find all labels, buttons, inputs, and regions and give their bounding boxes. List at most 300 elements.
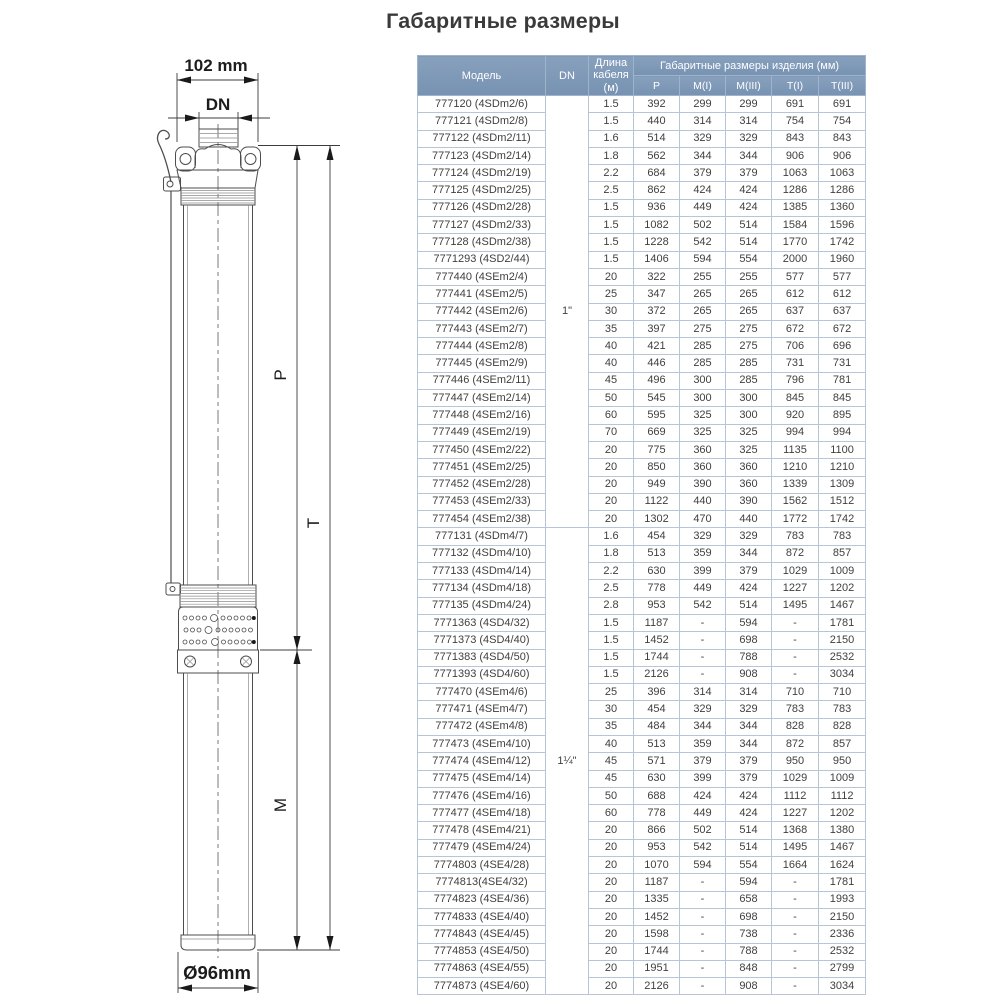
table-cell: 1.5 bbox=[589, 251, 634, 268]
table-row bbox=[418, 459, 866, 476]
table-cell: 775 bbox=[634, 441, 680, 458]
model-cell: 7771363 (4SD4/32) bbox=[418, 614, 546, 631]
table-cell: 843 bbox=[819, 130, 866, 147]
table-cell: 502 bbox=[680, 217, 726, 234]
model-cell: 7771393 (4SD4/60) bbox=[418, 666, 546, 683]
table-cell: 562 bbox=[634, 147, 680, 164]
dim-label-p: P bbox=[271, 369, 290, 381]
table-cell: 906 bbox=[819, 147, 866, 164]
table-cell: 50 bbox=[589, 390, 634, 407]
table-row bbox=[418, 926, 866, 943]
table-cell: 514 bbox=[634, 130, 680, 147]
model-cell: 777473 (4SEm4/10) bbox=[418, 735, 546, 752]
table-row bbox=[418, 822, 866, 839]
table-cell: 1495 bbox=[772, 597, 819, 614]
table-row bbox=[418, 493, 866, 510]
table-cell: 1495 bbox=[772, 839, 819, 856]
table-cell: 255 bbox=[726, 268, 772, 285]
model-cell: 777133 (4SDm4/14) bbox=[418, 563, 546, 580]
table-cell: 1112 bbox=[772, 787, 819, 804]
table-cell: 314 bbox=[680, 684, 726, 701]
table-cell: 594 bbox=[726, 614, 772, 631]
table-row bbox=[418, 666, 866, 683]
table-row bbox=[418, 182, 866, 199]
model-cell: 777440 (4SEm2/4) bbox=[418, 268, 546, 285]
table-row bbox=[418, 874, 866, 891]
table-cell: 612 bbox=[819, 286, 866, 303]
table-row bbox=[418, 718, 866, 735]
table-cell: 344 bbox=[726, 147, 772, 164]
table-cell: 20 bbox=[589, 926, 634, 943]
model-cell: 7774823 (4SE4/36) bbox=[418, 891, 546, 908]
table-cell: 1.5 bbox=[589, 199, 634, 216]
model-cell: 777472 (4SEm4/8) bbox=[418, 718, 546, 735]
table-row bbox=[418, 407, 866, 424]
table-cell: 347 bbox=[634, 286, 680, 303]
table-cell: 513 bbox=[634, 735, 680, 752]
table-cell: 1.5 bbox=[589, 96, 634, 113]
table-cell: 360 bbox=[680, 459, 726, 476]
table-cell: 45 bbox=[589, 753, 634, 770]
table-cell: 514 bbox=[726, 839, 772, 856]
model-cell: 777451 (4SEm2/25) bbox=[418, 459, 546, 476]
model-cell: 777127 (4SDm2/33) bbox=[418, 217, 546, 234]
table-cell: 20 bbox=[589, 857, 634, 874]
table-cell: 50 bbox=[589, 787, 634, 804]
cable-hook bbox=[158, 130, 171, 182]
table-row bbox=[418, 805, 866, 822]
table-cell: 571 bbox=[634, 753, 680, 770]
table-row bbox=[418, 597, 866, 614]
table-cell: 470 bbox=[680, 511, 726, 528]
table-cell: 449 bbox=[680, 580, 726, 597]
table-row bbox=[418, 528, 866, 545]
table-cell: 1380 bbox=[819, 822, 866, 839]
table-cell: 1.6 bbox=[589, 130, 634, 147]
table-cell: 514 bbox=[726, 234, 772, 251]
table-cell: 2150 bbox=[819, 632, 866, 649]
model-cell: 7771293 (4SD2/44) bbox=[418, 251, 546, 268]
table-cell: 514 bbox=[726, 597, 772, 614]
table-cell: 1009 bbox=[819, 563, 866, 580]
table-row bbox=[418, 857, 866, 874]
table-cell: 1744 bbox=[634, 943, 680, 960]
table-cell: 2150 bbox=[819, 908, 866, 925]
table-cell: 329 bbox=[680, 528, 726, 545]
table-cell: 325 bbox=[680, 407, 726, 424]
dimensions-table bbox=[417, 55, 866, 995]
table-cell: 731 bbox=[819, 355, 866, 372]
table-row bbox=[418, 338, 866, 355]
col-header-dimensions: Габаритные размеры изделия (мм) bbox=[634, 56, 866, 76]
col-header-t3: T(III) bbox=[819, 76, 866, 96]
table-cell: 577 bbox=[819, 268, 866, 285]
model-cell: 7774863 (4SE4/55) bbox=[418, 960, 546, 977]
table-row bbox=[418, 96, 866, 113]
table-cell: 344 bbox=[680, 718, 726, 735]
table-cell: 862 bbox=[634, 182, 680, 199]
table-cell: 1202 bbox=[819, 580, 866, 597]
table-cell: 1029 bbox=[772, 563, 819, 580]
table-cell: 454 bbox=[634, 701, 680, 718]
table-cell: 731 bbox=[772, 355, 819, 372]
table-cell: 325 bbox=[680, 424, 726, 441]
table-cell: 1452 bbox=[634, 908, 680, 925]
table-row bbox=[418, 978, 866, 995]
table-cell: 20 bbox=[589, 839, 634, 856]
col-header-t1: T(I) bbox=[772, 76, 819, 96]
table-cell: 1406 bbox=[634, 251, 680, 268]
model-cell: 777128 (4SDm2/38) bbox=[418, 234, 546, 251]
table-row bbox=[418, 770, 866, 787]
model-cell: 777452 (4SEm2/28) bbox=[418, 476, 546, 493]
table-row bbox=[418, 424, 866, 441]
table-cell: 35 bbox=[589, 320, 634, 337]
table-cell: 20 bbox=[589, 822, 634, 839]
table-cell: 594 bbox=[680, 857, 726, 874]
table-cell: 265 bbox=[726, 303, 772, 320]
table-cell: 845 bbox=[819, 390, 866, 407]
table-cell: 25 bbox=[589, 286, 634, 303]
table-cell: 344 bbox=[726, 735, 772, 752]
table-cell: 1.8 bbox=[589, 147, 634, 164]
table-cell: 554 bbox=[726, 251, 772, 268]
table-row bbox=[418, 303, 866, 320]
table-cell: 691 bbox=[772, 96, 819, 113]
table-cell: 1227 bbox=[772, 805, 819, 822]
table-cell: 1286 bbox=[819, 182, 866, 199]
table-cell: 399 bbox=[680, 770, 726, 787]
table-cell: 1100 bbox=[819, 441, 866, 458]
dim-label-t: T bbox=[304, 517, 323, 529]
table-cell: 828 bbox=[819, 718, 866, 735]
table-cell: 1202 bbox=[819, 805, 866, 822]
table-cell: 255 bbox=[680, 268, 726, 285]
table-cell: 1742 bbox=[819, 234, 866, 251]
table-cell: 285 bbox=[726, 355, 772, 372]
table-cell: 45 bbox=[589, 770, 634, 787]
table-cell: 1.5 bbox=[589, 632, 634, 649]
table-cell: 936 bbox=[634, 199, 680, 216]
table-cell: 542 bbox=[680, 597, 726, 614]
table-cell: 329 bbox=[680, 130, 726, 147]
table-cell: 484 bbox=[634, 718, 680, 735]
col-header-m3: M(III) bbox=[726, 76, 772, 96]
table-cell: 1335 bbox=[634, 891, 680, 908]
dn-cell: 1¼" bbox=[546, 528, 589, 995]
table-row bbox=[418, 943, 866, 960]
table-cell: - bbox=[772, 614, 819, 631]
model-cell: 777125 (4SDm2/25) bbox=[418, 182, 546, 199]
table-cell: 379 bbox=[680, 165, 726, 182]
table-cell: 502 bbox=[680, 822, 726, 839]
dim-label-diameter: Ø96mm bbox=[183, 962, 251, 983]
table-cell: 20 bbox=[589, 960, 634, 977]
table-cell: 390 bbox=[726, 493, 772, 510]
table-row bbox=[418, 355, 866, 372]
table-cell: 1210 bbox=[772, 459, 819, 476]
table-cell: 379 bbox=[726, 770, 772, 787]
model-cell: 777476 (4SEm4/16) bbox=[418, 787, 546, 804]
pump-diagram bbox=[0, 0, 420, 1000]
model-cell: 777471 (4SEm4/7) bbox=[418, 701, 546, 718]
table-cell: 1309 bbox=[819, 476, 866, 493]
table-cell: - bbox=[680, 908, 726, 925]
table-cell: 3034 bbox=[819, 978, 866, 995]
table-cell: - bbox=[680, 666, 726, 683]
table-cell: 828 bbox=[772, 718, 819, 735]
table-cell: 2126 bbox=[634, 666, 680, 683]
table-cell: 754 bbox=[819, 113, 866, 130]
table-cell: 424 bbox=[726, 580, 772, 597]
table-row bbox=[418, 390, 866, 407]
table-cell: 30 bbox=[589, 303, 634, 320]
table-cell: 359 bbox=[680, 735, 726, 752]
table-row bbox=[418, 511, 866, 528]
table-row bbox=[418, 286, 866, 303]
table-cell: 40 bbox=[589, 355, 634, 372]
table-cell: 1512 bbox=[819, 493, 866, 510]
table-cell: 70 bbox=[589, 424, 634, 441]
table-cell: 1.8 bbox=[589, 545, 634, 562]
table-row bbox=[418, 545, 866, 562]
table-cell: 2532 bbox=[819, 943, 866, 960]
table-cell: 949 bbox=[634, 476, 680, 493]
table-cell: 424 bbox=[680, 182, 726, 199]
table-cell: 781 bbox=[819, 372, 866, 389]
table-cell: 906 bbox=[772, 147, 819, 164]
table-cell: 1228 bbox=[634, 234, 680, 251]
table-cell: 1385 bbox=[772, 199, 819, 216]
model-cell: 777448 (4SEm2/16) bbox=[418, 407, 546, 424]
table-cell: 2336 bbox=[819, 926, 866, 943]
table-cell: 20 bbox=[589, 943, 634, 960]
table-cell: 299 bbox=[680, 96, 726, 113]
table-cell: - bbox=[680, 891, 726, 908]
table-cell: 895 bbox=[819, 407, 866, 424]
table-cell: 285 bbox=[680, 338, 726, 355]
table-cell: 1598 bbox=[634, 926, 680, 943]
model-cell: 777470 (4SEm4/6) bbox=[418, 684, 546, 701]
table-cell: 612 bbox=[772, 286, 819, 303]
table-cell: 20 bbox=[589, 891, 634, 908]
table-cell: 630 bbox=[634, 563, 680, 580]
table-cell: 344 bbox=[680, 147, 726, 164]
dim-label-dn: DN bbox=[205, 95, 231, 114]
table-cell: 754 bbox=[772, 113, 819, 130]
table-cell: 40 bbox=[589, 735, 634, 752]
table-cell: 545 bbox=[634, 390, 680, 407]
model-cell: 777442 (4SEm2/6) bbox=[418, 303, 546, 320]
table-cell: 1624 bbox=[819, 857, 866, 874]
table-row bbox=[418, 701, 866, 718]
table-cell: 390 bbox=[680, 476, 726, 493]
table-cell: 738 bbox=[726, 926, 772, 943]
table-cell: 3034 bbox=[819, 666, 866, 683]
table-cell: 1467 bbox=[819, 597, 866, 614]
table-cell: 20 bbox=[589, 908, 634, 925]
table-row bbox=[418, 753, 866, 770]
table-cell: 20 bbox=[589, 268, 634, 285]
table-cell: - bbox=[772, 960, 819, 977]
table-cell: 379 bbox=[726, 563, 772, 580]
table-row bbox=[418, 787, 866, 804]
table-cell: 778 bbox=[634, 805, 680, 822]
table-row bbox=[418, 320, 866, 337]
table-cell: 953 bbox=[634, 597, 680, 614]
model-cell: 777124 (4SDm2/19) bbox=[418, 165, 546, 182]
table-row bbox=[418, 199, 866, 216]
table-row bbox=[418, 441, 866, 458]
table-cell: 783 bbox=[772, 701, 819, 718]
table-cell: 285 bbox=[680, 355, 726, 372]
table-row bbox=[418, 113, 866, 130]
col-header-m1: M(I) bbox=[680, 76, 726, 96]
table-cell: 630 bbox=[634, 770, 680, 787]
table-cell: 514 bbox=[726, 822, 772, 839]
table-cell: 1227 bbox=[772, 580, 819, 597]
col-header-model: Модель bbox=[418, 56, 546, 96]
model-cell: 777453 (4SEm2/33) bbox=[418, 493, 546, 510]
model-cell: 7774813(4SE4/32) bbox=[418, 874, 546, 891]
table-row bbox=[418, 268, 866, 285]
table-cell: 2.5 bbox=[589, 182, 634, 199]
table-cell: 275 bbox=[726, 338, 772, 355]
table-row bbox=[418, 130, 866, 147]
table-cell: 300 bbox=[680, 372, 726, 389]
table-cell: 299 bbox=[726, 96, 772, 113]
table-cell: 684 bbox=[634, 165, 680, 182]
model-cell: 777477 (4SEm4/18) bbox=[418, 805, 546, 822]
model-cell: 777450 (4SEm2/22) bbox=[418, 441, 546, 458]
table-cell: 424 bbox=[726, 199, 772, 216]
table-cell: 1339 bbox=[772, 476, 819, 493]
table-cell: 20 bbox=[589, 978, 634, 995]
table-cell: 796 bbox=[772, 372, 819, 389]
table-cell: 920 bbox=[772, 407, 819, 424]
model-cell: 777123 (4SDm2/14) bbox=[418, 147, 546, 164]
table-cell: 1960 bbox=[819, 251, 866, 268]
table-cell: 449 bbox=[680, 199, 726, 216]
table-cell: 1744 bbox=[634, 649, 680, 666]
table-cell: 783 bbox=[819, 528, 866, 545]
cable-clamp-top bbox=[164, 177, 181, 191]
table-row bbox=[418, 147, 866, 164]
table-cell: 446 bbox=[634, 355, 680, 372]
table-cell: 1.5 bbox=[589, 614, 634, 631]
table-cell: 788 bbox=[726, 943, 772, 960]
table-cell: 1063 bbox=[819, 165, 866, 182]
model-cell: 777443 (4SEm2/7) bbox=[418, 320, 546, 337]
table-cell: 1302 bbox=[634, 511, 680, 528]
table-cell: 329 bbox=[726, 130, 772, 147]
table-cell: - bbox=[772, 874, 819, 891]
dn-cell: 1" bbox=[546, 96, 589, 528]
table-cell: - bbox=[772, 908, 819, 925]
table-cell: 20 bbox=[589, 511, 634, 528]
table-cell: 850 bbox=[634, 459, 680, 476]
table-cell: 994 bbox=[819, 424, 866, 441]
table-cell: 314 bbox=[726, 684, 772, 701]
table-cell: - bbox=[772, 978, 819, 995]
table-cell: 421 bbox=[634, 338, 680, 355]
table-cell: 950 bbox=[819, 753, 866, 770]
table-row bbox=[418, 632, 866, 649]
table-cell: 637 bbox=[772, 303, 819, 320]
table-cell: 322 bbox=[634, 268, 680, 285]
table-cell: 1009 bbox=[819, 770, 866, 787]
table-cell: 35 bbox=[589, 718, 634, 735]
table-cell: 344 bbox=[726, 718, 772, 735]
model-cell: 777120 (4SDm2/6) bbox=[418, 96, 546, 113]
table-cell: - bbox=[772, 649, 819, 666]
table-row bbox=[418, 839, 866, 856]
table-cell: 285 bbox=[726, 372, 772, 389]
table-row bbox=[418, 217, 866, 234]
model-cell: 777441 (4SEm2/5) bbox=[418, 286, 546, 303]
model-cell: 777135 (4SDm4/24) bbox=[418, 597, 546, 614]
table-cell: 360 bbox=[680, 441, 726, 458]
table-cell: 953 bbox=[634, 839, 680, 856]
model-cell: 7774873 (4SE4/60) bbox=[418, 978, 546, 995]
table-cell: 60 bbox=[589, 407, 634, 424]
model-cell: 777126 (4SDm2/28) bbox=[418, 199, 546, 216]
table-cell: 1029 bbox=[772, 770, 819, 787]
table-cell: 424 bbox=[680, 787, 726, 804]
table-row bbox=[418, 234, 866, 251]
table-cell: 1360 bbox=[819, 199, 866, 216]
table-cell: 329 bbox=[726, 528, 772, 545]
table-cell: - bbox=[772, 632, 819, 649]
table-cell: - bbox=[772, 891, 819, 908]
table-cell: 1.6 bbox=[589, 528, 634, 545]
model-cell: 7771383 (4SD4/50) bbox=[418, 649, 546, 666]
table-cell: 577 bbox=[772, 268, 819, 285]
table-cell: 20 bbox=[589, 493, 634, 510]
table-cell: 496 bbox=[634, 372, 680, 389]
table-cell: 1122 bbox=[634, 493, 680, 510]
col-header-dn: DN bbox=[546, 56, 589, 96]
table-cell: 1368 bbox=[772, 822, 819, 839]
table-cell: 1772 bbox=[772, 511, 819, 528]
table-cell: 710 bbox=[819, 684, 866, 701]
table-cell: 1210 bbox=[819, 459, 866, 476]
table-cell: 1286 bbox=[772, 182, 819, 199]
model-cell: 7771373 (4SD4/40) bbox=[418, 632, 546, 649]
table-cell: 1135 bbox=[772, 441, 819, 458]
model-cell: 777454 (4SEm2/38) bbox=[418, 511, 546, 528]
table-cell: 20 bbox=[589, 459, 634, 476]
table-cell: 40 bbox=[589, 338, 634, 355]
table-row bbox=[418, 580, 866, 597]
table-cell: 1742 bbox=[819, 511, 866, 528]
table-cell: - bbox=[680, 874, 726, 891]
table-row bbox=[418, 960, 866, 977]
table-cell: 950 bbox=[772, 753, 819, 770]
table-cell: 696 bbox=[819, 338, 866, 355]
table-row bbox=[418, 476, 866, 493]
table-cell: 329 bbox=[680, 701, 726, 718]
table-cell: 325 bbox=[726, 424, 772, 441]
table-cell: 1562 bbox=[772, 493, 819, 510]
table-cell: 424 bbox=[726, 787, 772, 804]
table-row bbox=[418, 614, 866, 631]
col-header-cable: Длина кабеля (м) bbox=[589, 56, 634, 96]
table-cell: 399 bbox=[680, 563, 726, 580]
model-cell: 7774803 (4SE4/28) bbox=[418, 857, 546, 874]
table-cell: - bbox=[772, 926, 819, 943]
table-cell: 1781 bbox=[819, 614, 866, 631]
